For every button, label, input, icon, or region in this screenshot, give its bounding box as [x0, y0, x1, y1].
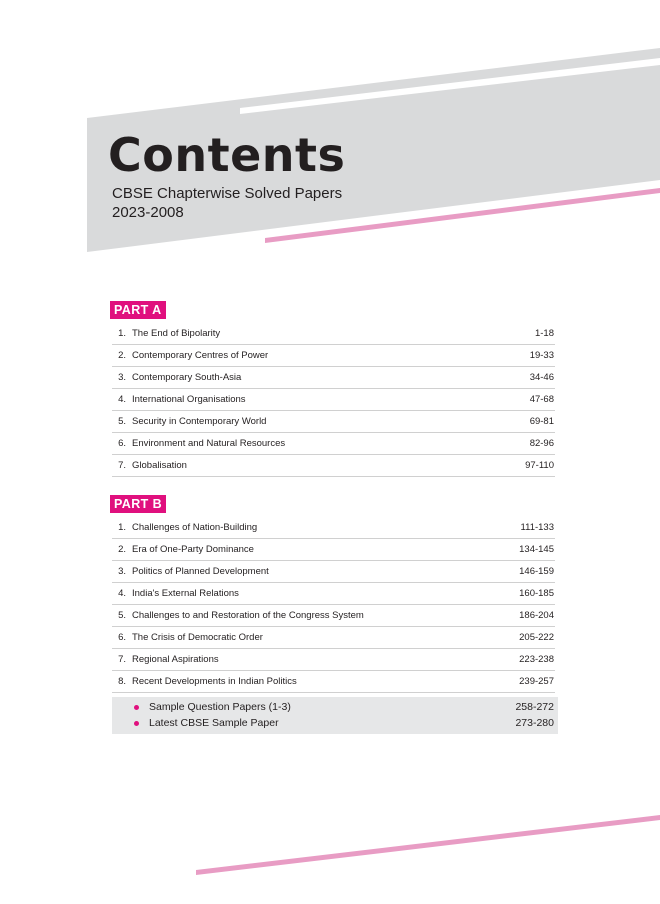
extras-title: Sample Question Papers (1-3) [149, 701, 291, 713]
chapter-title: India's External Relations [132, 588, 239, 599]
chapter-pages: 69-81 [529, 416, 554, 427]
chapter-number: 5. [118, 416, 126, 427]
toc-row[interactable] [112, 517, 555, 539]
chapter-pages: 34-46 [529, 372, 554, 383]
chapter-number: 1. [118, 328, 126, 339]
footer-pink-stripe [196, 815, 660, 875]
chapter-title: Challenges of Nation-Building [132, 522, 258, 533]
chapter-title: Environment and Natural Resources [132, 438, 286, 449]
chapter-number: 2. [118, 350, 126, 361]
chapter-title: Contemporary Centres of Power [132, 350, 269, 361]
chapter-number: 5. [118, 610, 126, 621]
toc-row[interactable] [112, 539, 555, 561]
toc-row[interactable] [112, 367, 555, 389]
chapter-number: 6. [118, 632, 126, 643]
chapter-number: 4. [118, 394, 126, 405]
chapter-number: 7. [118, 654, 126, 665]
chapter-pages: 47-68 [529, 394, 554, 405]
chapter-title: Recent Developments in Indian Politics [132, 676, 297, 687]
toc-row[interactable] [112, 389, 555, 411]
toc-row[interactable] [112, 561, 555, 583]
chapter-title: Challenges to and Restoration of the Congress System [132, 610, 364, 621]
chapter-title: International Organisations [132, 394, 246, 405]
chapter-number: 6. [118, 438, 126, 449]
extras-row[interactable] [112, 715, 558, 731]
chapter-pages: 82-96 [529, 438, 554, 449]
toc-row[interactable] [112, 649, 555, 671]
toc-row[interactable] [112, 455, 555, 477]
chapter-title: The Crisis of Democratic Order [132, 632, 263, 643]
extras-pages: 273-280 [515, 717, 554, 729]
part-b-label: PART B [110, 495, 166, 513]
extras-title: Latest CBSE Sample Paper [149, 717, 279, 729]
page-subtitle [112, 184, 342, 222]
chapter-number: 1. [118, 522, 126, 533]
page-title: Contents [108, 128, 346, 182]
bullet-icon [134, 705, 139, 710]
chapter-pages: 19-33 [529, 350, 554, 361]
subtitle-years: 2023-2008 [112, 204, 184, 221]
chapter-title: Contemporary South-Asia [132, 372, 242, 383]
part-a-label: PART A [110, 301, 166, 319]
chapter-pages: 239-257 [519, 676, 554, 687]
toc-row[interactable] [112, 583, 555, 605]
chapter-pages: 134-145 [519, 544, 554, 555]
toc-row[interactable] [112, 323, 555, 345]
chapter-title: The End of Bipolarity [132, 328, 221, 339]
chapter-number: 3. [118, 566, 126, 577]
chapter-number: 2. [118, 544, 126, 555]
chapter-pages: 223-238 [519, 654, 554, 665]
chapter-pages: 160-185 [519, 588, 554, 599]
chapter-number: 4. [118, 588, 126, 599]
chapter-pages: 146-159 [519, 566, 554, 577]
toc-row[interactable] [112, 671, 555, 693]
chapter-pages: 205-222 [519, 632, 554, 643]
chapter-number: 3. [118, 372, 126, 383]
part-a-list [112, 323, 555, 477]
chapter-number: 8. [118, 676, 126, 687]
chapter-pages: 186-204 [519, 610, 554, 621]
chapter-pages: 1-18 [534, 328, 554, 339]
chapter-title: Regional Aspirations [132, 654, 219, 665]
chapter-title: Globalisation [132, 460, 187, 471]
subtitle-series: CBSE Chapterwise Solved Papers [112, 185, 343, 202]
chapter-title: Politics of Planned Development [132, 566, 269, 577]
toc-row[interactable] [112, 411, 555, 433]
chapter-title: Era of One-Party Dominance [132, 544, 254, 555]
part-b-list [112, 517, 555, 693]
chapter-pages: 97-110 [525, 460, 554, 471]
toc-row[interactable] [112, 345, 555, 367]
extras-row[interactable] [112, 699, 558, 715]
chapter-pages: 111-133 [520, 522, 554, 533]
toc-row[interactable] [112, 433, 555, 455]
chapter-number: 7. [118, 460, 126, 471]
chapter-title: Security in Contemporary World [132, 416, 267, 427]
extras-box [112, 697, 558, 734]
bullet-icon [134, 721, 139, 726]
toc-row[interactable] [112, 605, 555, 627]
extras-pages: 258-272 [515, 701, 554, 713]
toc-row[interactable] [112, 627, 555, 649]
